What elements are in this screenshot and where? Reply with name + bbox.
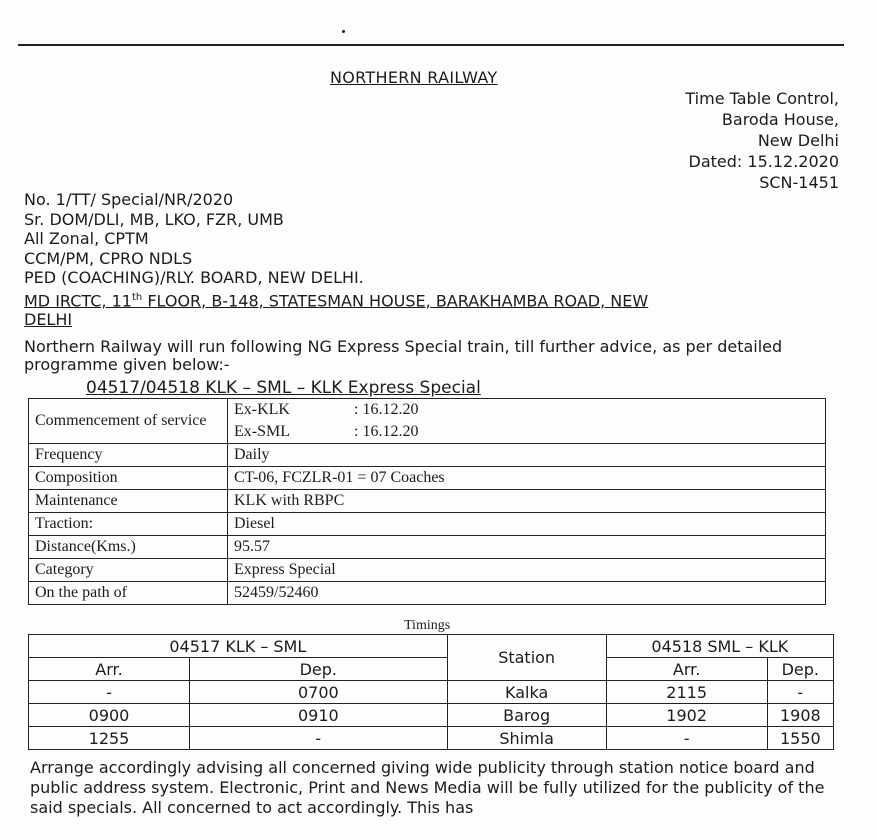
commencement-line [234, 399, 819, 421]
table-row [29, 536, 826, 559]
table-row [29, 727, 834, 750]
row-label: Composition [29, 467, 228, 490]
table-row [29, 467, 826, 490]
address-line: New Delhi [757, 131, 839, 150]
down-arr-cell: - [606, 727, 767, 750]
station-cell: Kalka [447, 681, 606, 704]
row-value: Daily [228, 444, 826, 467]
timings-label: Timings [404, 618, 451, 633]
intro-paragraph: Northern Railway will run following NG Express Special train, till further advice, as per detailed programme given below:- [24, 337, 783, 374]
table-row [29, 444, 826, 467]
start-date: : 16.12.20 [354, 401, 419, 418]
recipient-line: Sr. DOM/DLI, MB, LKO, FZR, UMB [24, 209, 284, 229]
table-row [29, 490, 826, 513]
recipient-line [24, 288, 648, 311]
origin: Ex-SML [234, 423, 290, 440]
train-title: 04517/04518 KLK – SML – KLK Express Special [86, 378, 481, 398]
recipient-line: PED (COACHING)/RLY. BOARD, NEW DELHI. [24, 268, 364, 287]
date-line: Dated: 15.12.2020 [688, 152, 839, 171]
commencement-label: Commencement of service [29, 399, 228, 444]
recipient-line: All Zonal, CPTM [24, 229, 149, 248]
recipient-line: DELHI [24, 310, 73, 330]
station-header: Station [447, 635, 606, 681]
train-info-table [28, 398, 826, 605]
down-dep-cell: 1550 [767, 727, 833, 750]
commencement-line [234, 421, 819, 443]
closing-paragraph: Arrange accordingly advising all concerned giving wide publicity through station notice board and public address system. Electronic, Print and News Media will be fully utilized for the publicity of the said specials. All concerned to act accordingly. This has [30, 758, 825, 817]
sender-address [685, 88, 839, 193]
row-label: Traction: [29, 513, 228, 536]
up-dep-cell: 0910 [190, 704, 448, 727]
up-arr-cell: 1255 [29, 727, 190, 750]
start-date: : 16.12.20 [354, 423, 419, 440]
ordinal-suffix: th [131, 291, 143, 303]
scn-number: SCN-1451 [759, 173, 839, 192]
up-arr-cell: - [29, 681, 190, 704]
row-label: Maintenance [29, 490, 228, 513]
timings-table [28, 634, 834, 750]
address-line: Time Table Control, [685, 89, 839, 108]
down-arr-cell: 2115 [606, 681, 767, 704]
down-train-header: 04518 SML – KLK [606, 635, 833, 658]
row-value: Express Special [228, 559, 826, 582]
up-arr-cell: 0900 [29, 704, 190, 727]
table-row [29, 559, 826, 582]
down-arr-cell: 1902 [606, 704, 767, 727]
recipient-text: FLOOR, B-148, STATESMAN HOUSE, BARAKHAMBA ROAD, NEW [142, 290, 649, 310]
table-header-row [29, 658, 834, 681]
row-label: On the path of [29, 582, 228, 605]
recipient-line: CCM/PM, CPRO NDLS [24, 248, 193, 268]
table-header-row [29, 635, 834, 658]
arr-header: Arr. [606, 658, 767, 681]
top-rule [18, 44, 844, 46]
commencement-value [228, 399, 826, 444]
up-dep-cell: - [190, 727, 448, 750]
table-row [29, 704, 834, 727]
table-row [29, 582, 826, 605]
dep-header: Dep. [767, 658, 833, 681]
row-label: Frequency [29, 444, 228, 467]
scan-speck [342, 30, 345, 33]
recipient-text: MD IRCTC, 11 [24, 290, 132, 310]
up-dep-cell: 0700 [190, 681, 448, 704]
dep-header: Dep. [190, 658, 448, 681]
origin: Ex-KLK [234, 401, 290, 418]
row-value: 52459/52460 [228, 582, 826, 605]
table-row [29, 513, 826, 536]
address-line: Baroda House, [721, 110, 839, 129]
table-row [29, 399, 826, 444]
row-label: Distance(Kms.) [29, 536, 228, 559]
row-value: CT-06, FCZLR-01 = 07 Coaches [228, 467, 826, 490]
row-value: 95.57 [228, 536, 826, 559]
up-train-header: 04517 KLK – SML [29, 635, 448, 658]
recipient-list [24, 190, 648, 330]
table-row [29, 681, 834, 704]
station-cell: Barog [447, 704, 606, 727]
station-cell: Shimla [447, 727, 606, 750]
row-label: Category [29, 559, 228, 582]
row-value: KLK with RBPC [228, 490, 826, 513]
arr-header: Arr. [29, 658, 190, 681]
down-dep-cell: 1908 [767, 704, 833, 727]
down-dep-cell: - [767, 681, 833, 704]
reference-number: No. 1/TT/ Special/NR/2020 [24, 190, 234, 209]
page-title: NORTHERN RAILWAY [330, 68, 498, 87]
row-value: Diesel [228, 513, 826, 536]
